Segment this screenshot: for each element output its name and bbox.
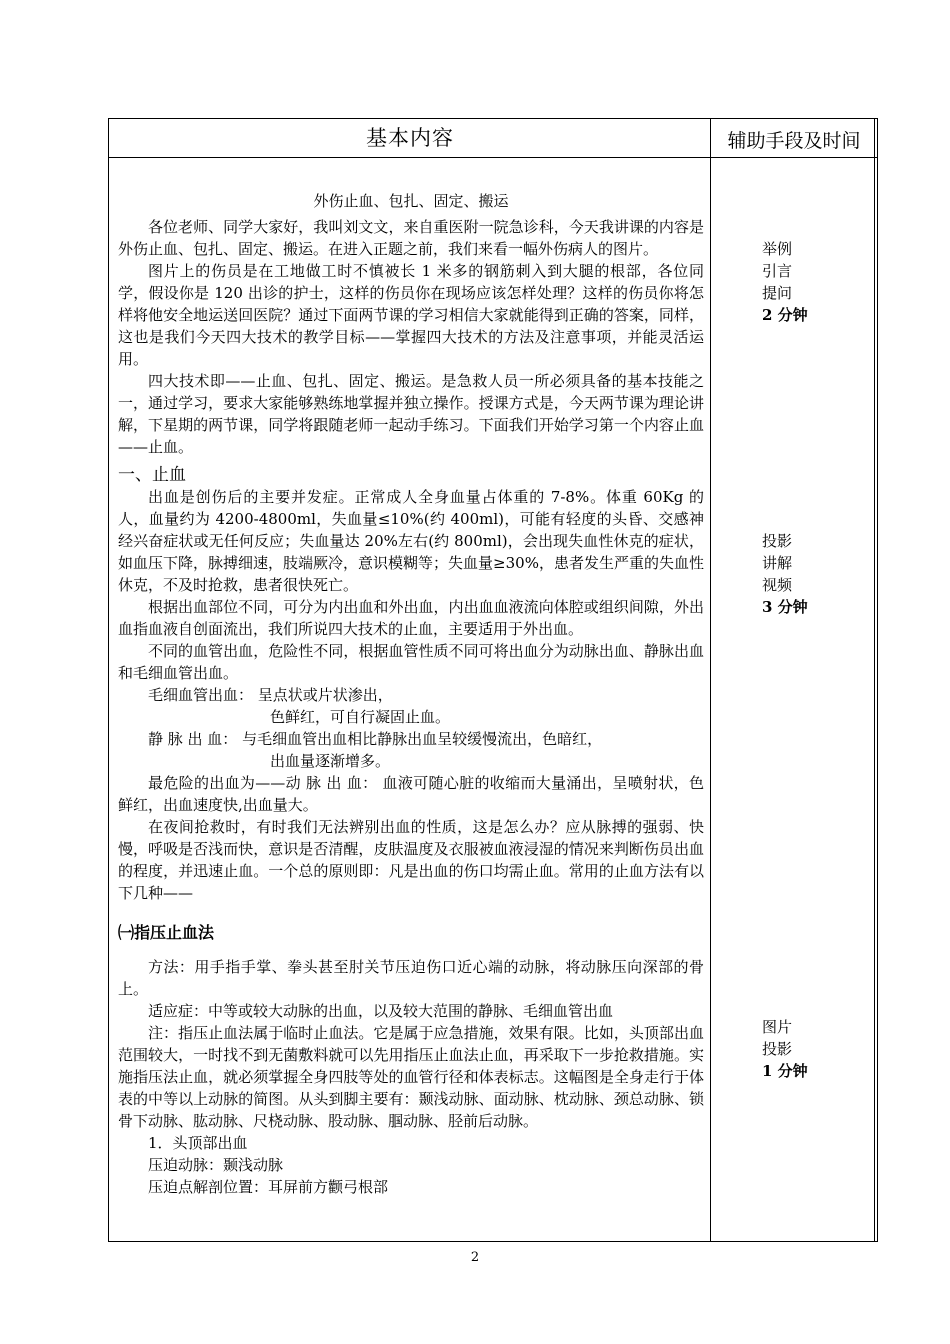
pressure-point-position: 压迫点解剖位置：耳屏前方颧弓根部	[148, 1178, 389, 1196]
section-heading-hemostasis: 一、止血	[118, 465, 186, 485]
compressed-artery: 压迫动脉：颞浅动脉	[148, 1156, 284, 1174]
lesson-content	[118, 190, 704, 1198]
column-divider	[710, 118, 711, 1242]
aux-duration: 3 分钟	[762, 598, 808, 616]
artery-paragraph: 最危险的出血为——动 脉 出 血： 血液可随心脏的收缩而大量涌出，呈喷射状，色鲜红，出血速度快,出血量大。	[118, 774, 704, 814]
column-header-content: 基本内容	[366, 126, 454, 150]
aux-duration: 1 分钟	[762, 1062, 808, 1080]
paragraph-night-rescue: 在夜间抢救时，有时我们无法辨别出血的性质，这是怎么办？应从脉搏的强弱、快慢，呼吸是否浅而快，意识是否清醒，皮肤温度及衣服被血液浸湿的情况来判断伤员出血的程度，并迅速止血。一个总的原则即：凡是出血的伤口均需止血。常用的止血方法有以下几种——	[118, 818, 704, 902]
aux-item: 讲解	[762, 554, 793, 572]
paragraph-bleeding: 出血是创伤后的主要并发症。正常成人全身血量占体重的 7-8%。体重 60Kg 的人，血量约为 4200-4800ml，失血量≤10%(约 400ml)，可能有轻度的头昏、交感神经兴奋症状或无任何反应；失血量达 20%左右(约 800ml)，会出现失血性休克的症状，如血压下降，脉搏细速，肢端厥冷，意识模糊等；失血量≥30%，患者发生严重的失血性休克，不及时抢救，患者很快死亡。	[118, 488, 704, 594]
paragraph-skills: 四大技术即——止血、包扎、固定、搬运。是急救人员一所必须具备的基本技能之一，通过学习，要求大家能够熟练地掌握并独立操作。授课方式是，今天两节课为理论讲解，下星期的两节课，同学将跟随老师一起动手练习。下面我们开始学习第一个内容止血——止血。	[118, 372, 704, 456]
capillary-line-1: 毛细血管出血： 呈点状或片状渗出，	[148, 686, 393, 704]
header-divider	[108, 157, 878, 158]
aux-item: 举例	[762, 240, 793, 258]
paragraph-bleeding-types: 根据出血部位不同，可分为内出血和外出血，内出血血液流向体腔或组织间隙，外出血指血液自创面流出，我们所说四大技术的止血，主要适用于外出血。	[118, 598, 704, 638]
aux-item: 提问	[762, 284, 793, 302]
aux-item: 视频	[762, 576, 793, 594]
lesson-title: 外伤止血、包扎、固定、搬运	[313, 192, 509, 210]
note-paragraph: 注：指压止血法属于临时止血法。它是属于应急措施，效果有限。比如，头顶部出血范围较大，一时找不到无菌敷料就可以先用指压止血法止血，再采取下一步抢救措施。实施指压法止血，就必须掌握全身四肢等处的血管行径和体表标志。这幅图是全身走行于体表的中等以上动脉的简图。从头到脚主要有：颞浅动脉、面动脉、枕动脉、颈总动脉、锁骨下动脉、肱动脉、尺桡动脉、股动脉、腘动脉、胫前后动脉。	[118, 1024, 704, 1130]
aux-block-hemostasis	[762, 530, 808, 618]
vein-line-1: 静 脉 出 血： 与毛细血管出血相比静脉出血呈较缓慢流出，色暗红，	[148, 730, 603, 748]
vein-line-2: 出血量逐渐增多。	[270, 752, 391, 770]
paragraph-vessel-types: 不同的血管出血，危险性不同，根据血管性质不同可将出血分为动脉出血、静脉出血和毛细血管出血。	[118, 642, 704, 682]
aux-item: 引言	[762, 262, 793, 280]
capillary-line-2: 色鲜红，可自行凝固止血。	[270, 708, 451, 726]
list-item-head-bleeding: 1．头顶部出血	[148, 1134, 248, 1152]
page-number: 2	[470, 1250, 480, 1265]
aux-item: 投影	[762, 1040, 793, 1058]
right-border-double	[874, 118, 875, 1242]
subsection-heading-finger-pressure: ㈠指压止血法	[118, 923, 215, 942]
method-paragraph: 方法：用手指手掌、拳头甚至肘关节压迫伤口近心端的动脉，将动脉压向深部的骨上。	[118, 958, 704, 998]
aux-item: 图片	[762, 1018, 793, 1036]
column-header-aux: 辅助手段及时间	[727, 130, 861, 152]
aux-block-intro	[762, 238, 808, 326]
indication-paragraph: 适应症：中等或较大动脉的出血，以及较大范围的静脉、毛细血管出血	[148, 1002, 614, 1020]
aux-block-finger-pressure	[762, 1016, 808, 1082]
aux-item: 投影	[762, 532, 793, 550]
paragraph-intro: 各位老师、同学大家好，我叫刘文文，来自重医附一院急诊科，今天我讲课的内容是外伤止血、包扎、固定、搬运。在进入正题之前，我们来看一幅外伤病人的图片。	[118, 218, 704, 258]
paragraph-case: 图片上的伤员是在工地做工时不慎被长 1 米多的钢筋刺入到大腿的根部，各位同学，假设你是 120 出诊的护士，这样的伤员你在现场应该怎样处理？这样的伤员你将怎样将他安全地运送回医院？通过下面两节课的学习相信大家就能得到正确的答案，同样，这也是我们今天四大技术的教学目标——掌握四大技术的方法及注意事项，并能灵活运用。	[118, 262, 704, 368]
aux-duration: 2 分钟	[762, 306, 808, 324]
